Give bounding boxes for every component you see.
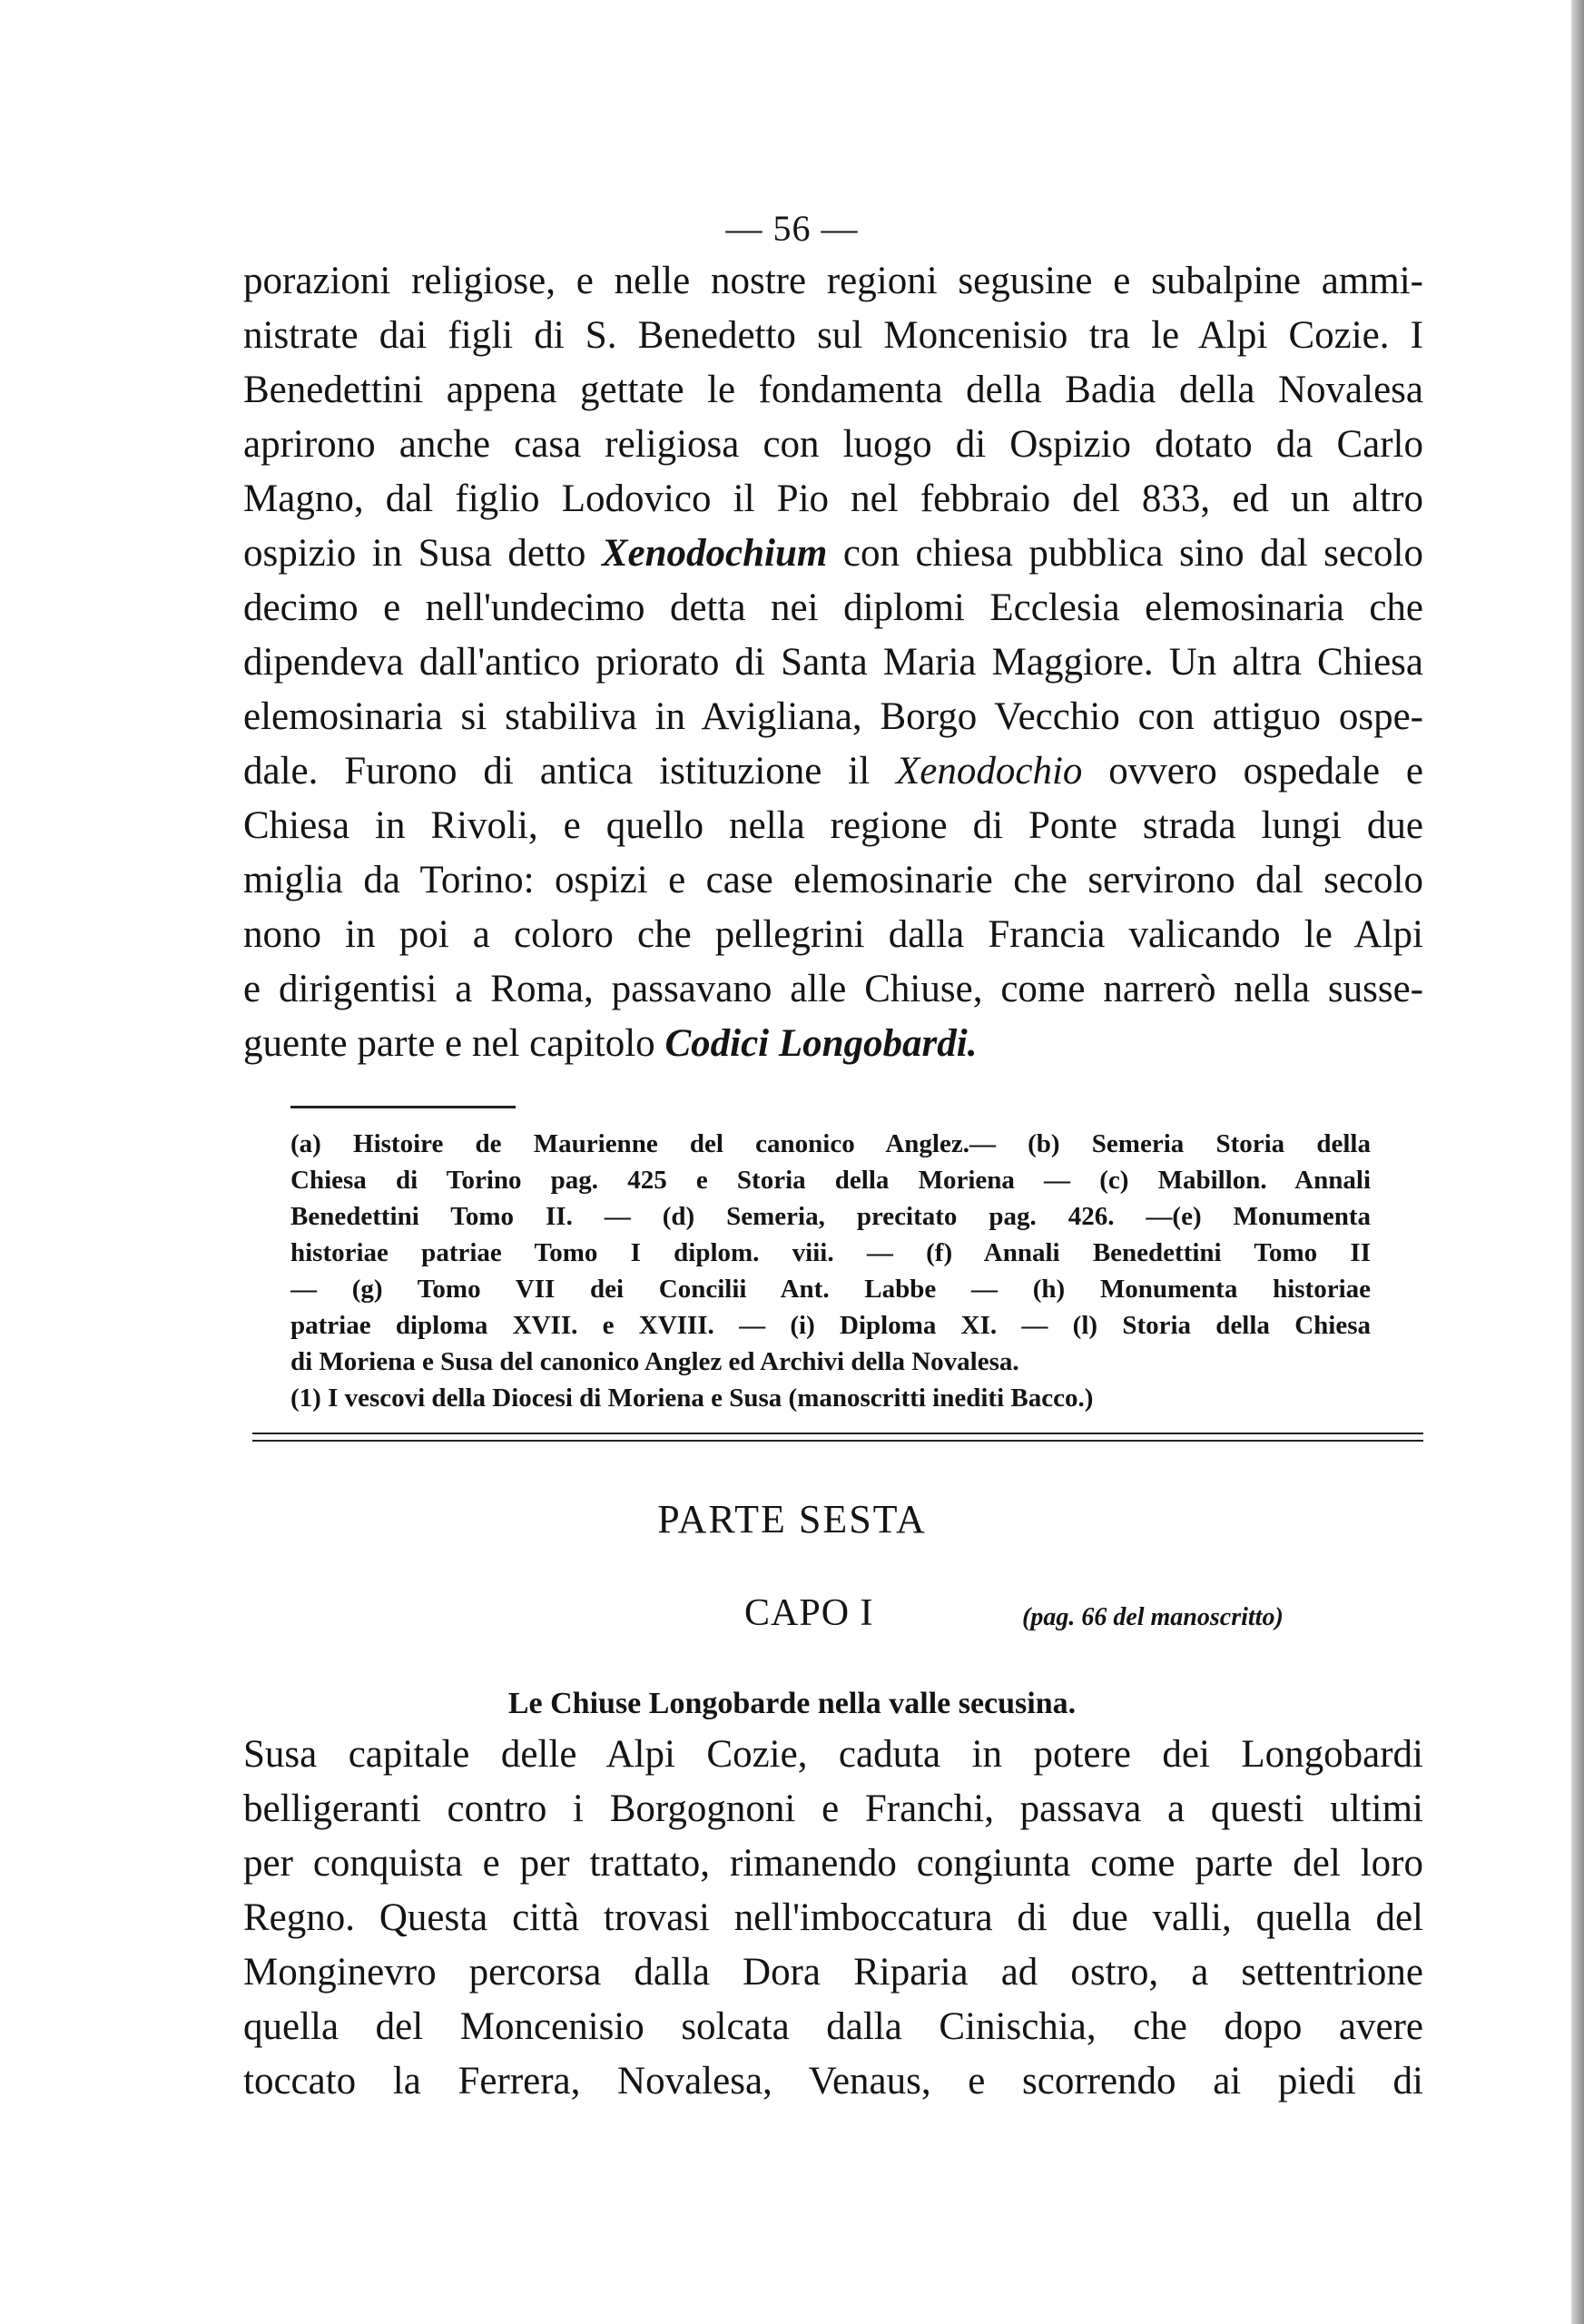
text-line: porazioni religiose, e nelle nostre regioni segusine e subalpine ammi- [243,260,1423,302]
part-title: PARTE SESTA [657,1497,927,1541]
page-number: — 56 — [725,208,859,249]
italic-term: Xenodochio [896,750,1083,793]
text-line: quella del Moncenisio solcata dalla Cinischia, che dopo avere [243,2005,1423,2048]
text-line: elemosinaria si stabiliva in Avigliana, Borgo Vecchio con attiguo ospe- [243,695,1423,738]
scan-page-edge [1571,0,1584,2324]
text-line: ospizio in Susa detto Xenodochium con chiesa pubblica sino dal secolo [243,532,1423,575]
text-line: Monginevro percorsa dalla Dora Riparia ad ostro, a settentrione [243,1951,1423,1994]
text-line: decimo e nell'undecimo detta nei diplomi Ecclesia elemosinaria che [243,586,1423,629]
text-line: Magno, dal figlio Lodovico il Pio nel febbraio del 833, ed un altro [243,478,1423,520]
footnote-line: patriae diploma XVII. e XVIII. — (i) Diploma XI. — (l) Storia della Chiesa [290,1311,1371,1340]
top-paragraph [243,254,1423,1071]
text-line: Regno. Questa città trovasi nell'imboccatura di due valli, quella del [243,1896,1423,1939]
chapter-title: CAPO I [744,1592,874,1634]
text-line: nistrate dai figli di S. Benedetto sul Moncenisio tra le Alpi Cozie. I [243,314,1423,357]
text-line: guente parte e nel capitolo Codici Longobardi. [243,1022,978,1065]
section-divider [252,1433,1423,1442]
text-line: belligeranti contro i Borgognoni e Franchi, passava a questi ultimi [243,1787,1423,1830]
footnote-line: — (g) Tomo VII dei Concilii Ant. Labbe — (h) Monumenta historiae [290,1275,1371,1304]
footnote-separator [290,1106,516,1108]
text-line: Benedettini appena gettate le fondamenta della Badia della Novalesa [243,369,1423,411]
text-line: per conquista e per trattato, rimanendo congiunta come parte del loro [243,1842,1423,1885]
footnotes [290,1126,1371,1416]
footnote-line: Chiesa di Torino pag. 425 e Storia della Moriena — (c) Mabillon. Annali [290,1166,1371,1195]
italic-term: Codici Longobardi. [664,1022,978,1065]
text-line: Susa capitale delle Alpi Cozie, caduta in potere dei Longobardi [243,1733,1423,1776]
text-line: Chiesa in Rivoli, e quello nella regione di Ponte strada lungi due [243,804,1423,847]
footnote-line: historiae patriae Tomo I diplom. viii. — (f) Annali Benedettini Tomo II [290,1238,1371,1267]
footnote-line: (1) I vescovi della Diocesi di Moriena e Susa (manoscritti inediti Bacco.) [290,1384,1094,1413]
text-line: nono in poi a coloro che pellegrini dalla Francia valicando le Alpi [243,913,1423,956]
chapter-reference: (pag. 66 del manoscritto) [1022,1603,1284,1631]
text-line: dipendeva dall'antico priorato di Santa Maria Maggiore. Un altra Chiesa [243,641,1423,684]
text-line: aprirono anche casa religiosa con luogo di Ospizio dotato da Carlo [243,423,1423,466]
footnote-line: Benedettini Tomo II. — (d) Semeria, precitato pag. 426. —(e) Monumenta [290,1202,1371,1231]
chapter-subtitle: Le Chiuse Longobarde nella valle secusina. [507,1687,1077,1720]
footnote-line: di Moriena e Susa del canonico Anglez ed Archivi della Novalesa. [290,1347,1019,1376]
footnote-line: (a) Histoire de Maurienne del canonico Anglez.— (b) Semeria Storia della [290,1129,1371,1158]
italic-term: Xenodochium [601,532,828,575]
text-line: dale. Furono di antica istituzione il Xenodochio ovvero ospedale e [243,750,1423,793]
text-line: e dirigentisi a Roma, passavano alle Chiuse, come narrerò nella susse- [243,968,1423,1010]
text-line: miglia da Torino: ospizi e case elemosinarie che servirono dal secolo [243,859,1423,901]
text-line: toccato la Ferrera, Novalesa, Venaus, e scorrendo ai piedi di [243,2060,1423,2102]
bottom-paragraph [243,1728,1423,2109]
